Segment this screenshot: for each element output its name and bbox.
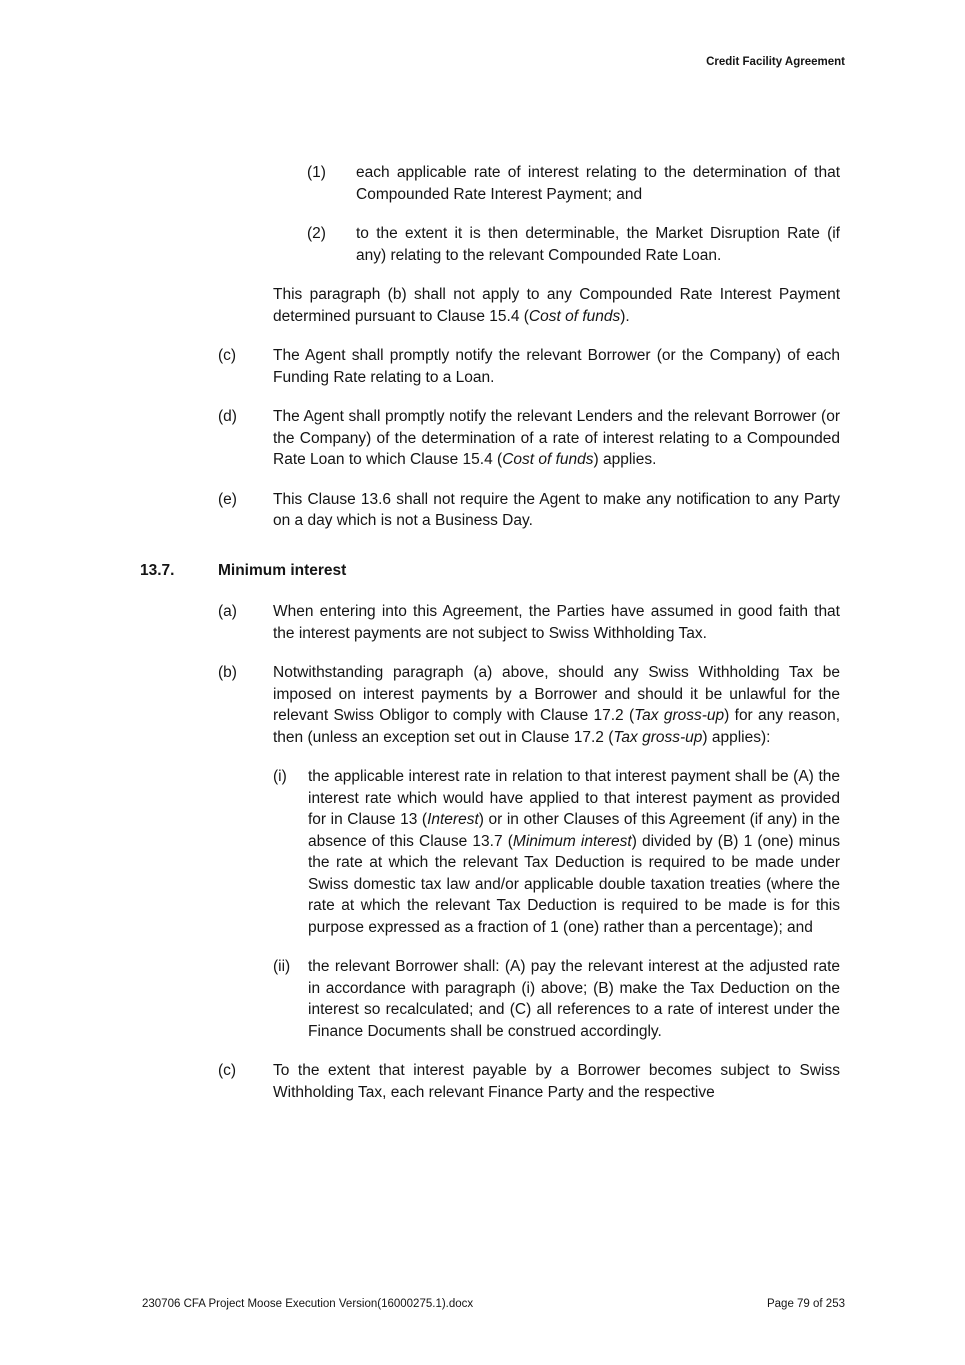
section-number: 13.7. [140, 561, 175, 579]
item-text-italic: Minimum interest [512, 832, 632, 850]
paragraph-c [218, 345, 840, 388]
item-label: (e) [218, 490, 237, 508]
item-text-italic: Interest [427, 811, 479, 828]
page-header [706, 55, 845, 69]
item-label: (ii) [273, 958, 291, 975]
page-footer [142, 1297, 845, 1311]
item-text-italic: Tax gross-up [634, 707, 725, 724]
item-text: ) applies): [702, 728, 771, 746]
item-text: ) or in other Clauses of this Agreement (if any) in the absence of this Clause 13.7 ( [308, 811, 840, 850]
item-text: ) divided by (B) 1 (one) minus the rate at which the relevant Tax Deduction is required to be made under Swiss domestic tax law and/or applicable double taxation treaties (where the rate at which the relevant Tax Deduction is required to be made is for this purpose expressed as a fraction of 1 (one) rather than a percentage); and [308, 832, 840, 936]
item-label: (1) [307, 164, 326, 181]
paragraph-text-italic: Cost of funds [528, 307, 621, 325]
item-label: (d) [218, 408, 237, 425]
item-label: (2) [307, 225, 326, 242]
item-label: (b) [218, 664, 237, 681]
item-text: The Agent shall promptly notify the relevant Lenders and the relevant Borrower (or the Company) of the determination of a rate of interest relating to a Compounded Rate Loan to which Clause 15.4 ( [273, 408, 840, 468]
item-text: The Agent shall promptly notify the relevant Borrower (or the Company) of each Funding Rate relating to a Loan. [273, 347, 840, 386]
item-text: the relevant Borrower shall: (A) pay the relevant interest at the adjusted rate in accordance with paragraph (i) above; (B) make the Tax Deduction on the interest so recalculated; and (C) all references to a rate of interest under the Finance Documents shall be construed accordingly. [308, 958, 840, 1040]
paragraph-d [218, 406, 840, 471]
item-text: Notwithstanding paragraph (a) above, should any Swiss Withholding Tax be imposed on interest payments by a Borrower and should it be unlawful for the relevant Swiss Obligor to comply with Clause 17.2 ( [273, 664, 840, 724]
paragraph-text: ). [620, 307, 630, 325]
paragraph-e [218, 489, 840, 532]
footer-filename: 230706 CFA Project Moose Execution Version(16000275.1).docx [142, 1298, 474, 1310]
roman-item-ii [273, 956, 840, 1042]
item-text: to the extent it is then determinable, the Market Disruption Rate (if any) relating to the relevant Compounded Rate Loan. [356, 225, 840, 264]
paragraph-a [218, 601, 840, 644]
numbered-item-2 [307, 223, 840, 266]
footer-page-indicator: Page 79 of 253 [766, 1298, 845, 1310]
numbered-item-1 [307, 162, 840, 205]
paragraph-text: This paragraph (b) shall not apply to any Compounded Rate Interest Payment determined pursuant to Clause 15.4 ( [273, 286, 840, 325]
roman-item-i [273, 766, 840, 938]
item-text: This Clause 13.6 shall not require the Agent to make any notification to any Party on a day which is not a Business Day. [273, 490, 840, 529]
header-title: Credit Facility Agreement [706, 56, 845, 68]
item-text-italic: Cost of funds [502, 451, 594, 468]
section-title: Minimum interest [218, 561, 347, 579]
item-text: the applicable interest rate in relation to that interest payment shall be (A) the interest rate which would have applied to that interest payment as provided for in Clause 13 ( [308, 768, 840, 828]
paragraph-c2 [218, 1060, 840, 1103]
item-text: ) for any reason, then (unless an exception set out in Clause 17.2 ( [273, 707, 841, 746]
item-label: (a) [218, 603, 237, 620]
item-text: each applicable rate of interest relating to the determination of that Compounded Rate Interest Payment; and [356, 164, 840, 203]
item-text: ) applies. [593, 451, 657, 468]
item-label: (c) [218, 347, 237, 364]
item-label: (i) [273, 768, 287, 785]
item-text: When entering into this Agreement, the Parties have assumed in good faith that the interest payments are not subject to Swiss Withholding Tax. [273, 603, 840, 642]
item-text-italic: Tax gross-up [613, 728, 703, 746]
paragraph-b-note [273, 284, 840, 327]
section-heading-13-7 [140, 560, 840, 582]
paragraph-b [218, 662, 841, 748]
item-text: To the extent that interest payable by a Borrower becomes subject to Swiss Withholding Tax, each relevant Finance Party and the respective [273, 1062, 840, 1101]
page-content [0, 162, 965, 1121]
item-label: (c) [218, 1062, 237, 1079]
